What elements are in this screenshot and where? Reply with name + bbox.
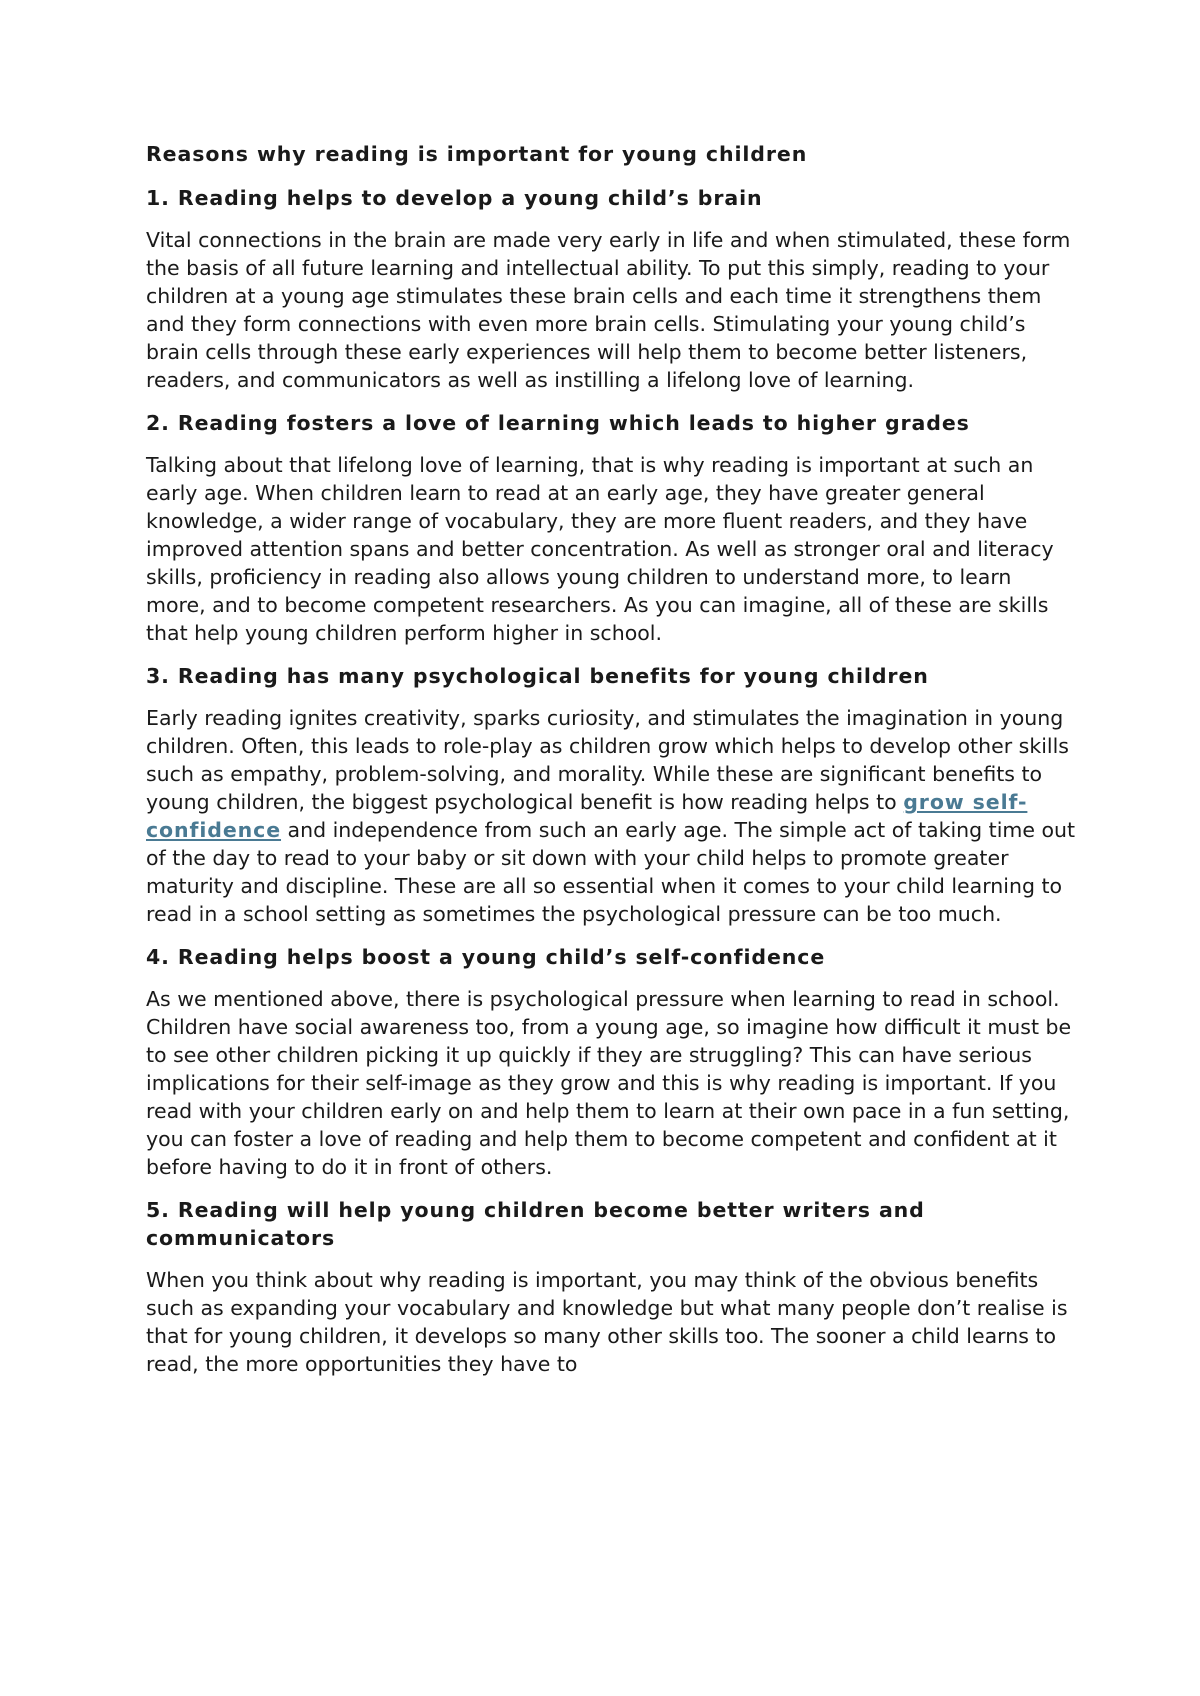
section-heading-4: 4. Reading helps boost a young child’s self-confidence (146, 945, 826, 969)
section-body-1: Vital connections in the brain are made very early in life and when stimulated, these form the basis of all future learning and intellectual ability. To put this simply, reading to your children at a young age stimulates these brain cells and each time it strengthens them and they form connections with even more brain cells. Stimulating your young child’s brain cells through these early experiences will help them to become better listeners, readers, and communicators as well as instilling a lifelong love of learning. (146, 228, 1071, 392)
document-title: Reasons why reading is important for young children (146, 142, 808, 166)
section-heading-1: 1. Reading helps to develop a young child’s brain (146, 186, 763, 210)
section-body-5: When you think about why reading is important, you may think of the obvious benefits such as expanding your vocabulary and knowledge but what many people don’t realise is that for young children, it develops so many other skills too. The sooner a child learns to read, the more opportunities they have to (146, 1268, 1068, 1376)
section-body-3-part-1: Early reading ignites creativity, sparks curiosity, and stimulates the imagination in young children. Often, this leads to role-play as children grow which helps to develop other skills such as empathy, problem-solving, and morality. While these are significant benefits to young children, the biggest psychological benefit is how reading helps to (146, 706, 1069, 814)
document-page (146, 140, 1076, 1393)
section-heading-3: 3. Reading has many psychological benefits for young children (146, 664, 929, 688)
section-body-3 (146, 704, 1076, 928)
grow-self-confidence-link[interactable]: grow self-confidence (146, 790, 1028, 842)
section-body-3-part-2: and independence from such an early age. The simple act of taking time out of the day to read to your baby or sit down with your child helps to promote greater maturity and discipline. These are all so essential when it comes to your child learning to read in a school setting as sometimes the psychological pressure can be too much. (146, 818, 1076, 926)
section-heading-2: 2. Reading fosters a love of learning which leads to higher grades (146, 411, 970, 435)
section-heading-5: 5. Reading will help young children become better writers and communicators (146, 1198, 925, 1250)
section-body-4: As we mentioned above, there is psychological pressure when learning to read in school. Children have social awareness too, from a young age, so imagine how difficult it must be to see other children picking it up quickly if they are struggling? This can have serious implications for their self-image as they grow and this is why reading is important. If you read with your children early on and help them to learn at their own pace in a fun setting, you can foster a love of reading and help them to become competent and confident at it before having to do it in front of others. (146, 987, 1072, 1179)
section-body-2: Talking about that lifelong love of learning, that is why reading is important at such an early age. When children learn to read at an early age, they have greater general knowledge, a wider range of vocabulary, they are more fluent readers, and they have improved attention spans and better concentration. As well as stronger oral and literacy skills, proficiency in reading also allows young children to understand more, to learn more, and to become competent researchers. As you can imagine, all of these are skills that help young children perform higher in school. (146, 453, 1054, 645)
